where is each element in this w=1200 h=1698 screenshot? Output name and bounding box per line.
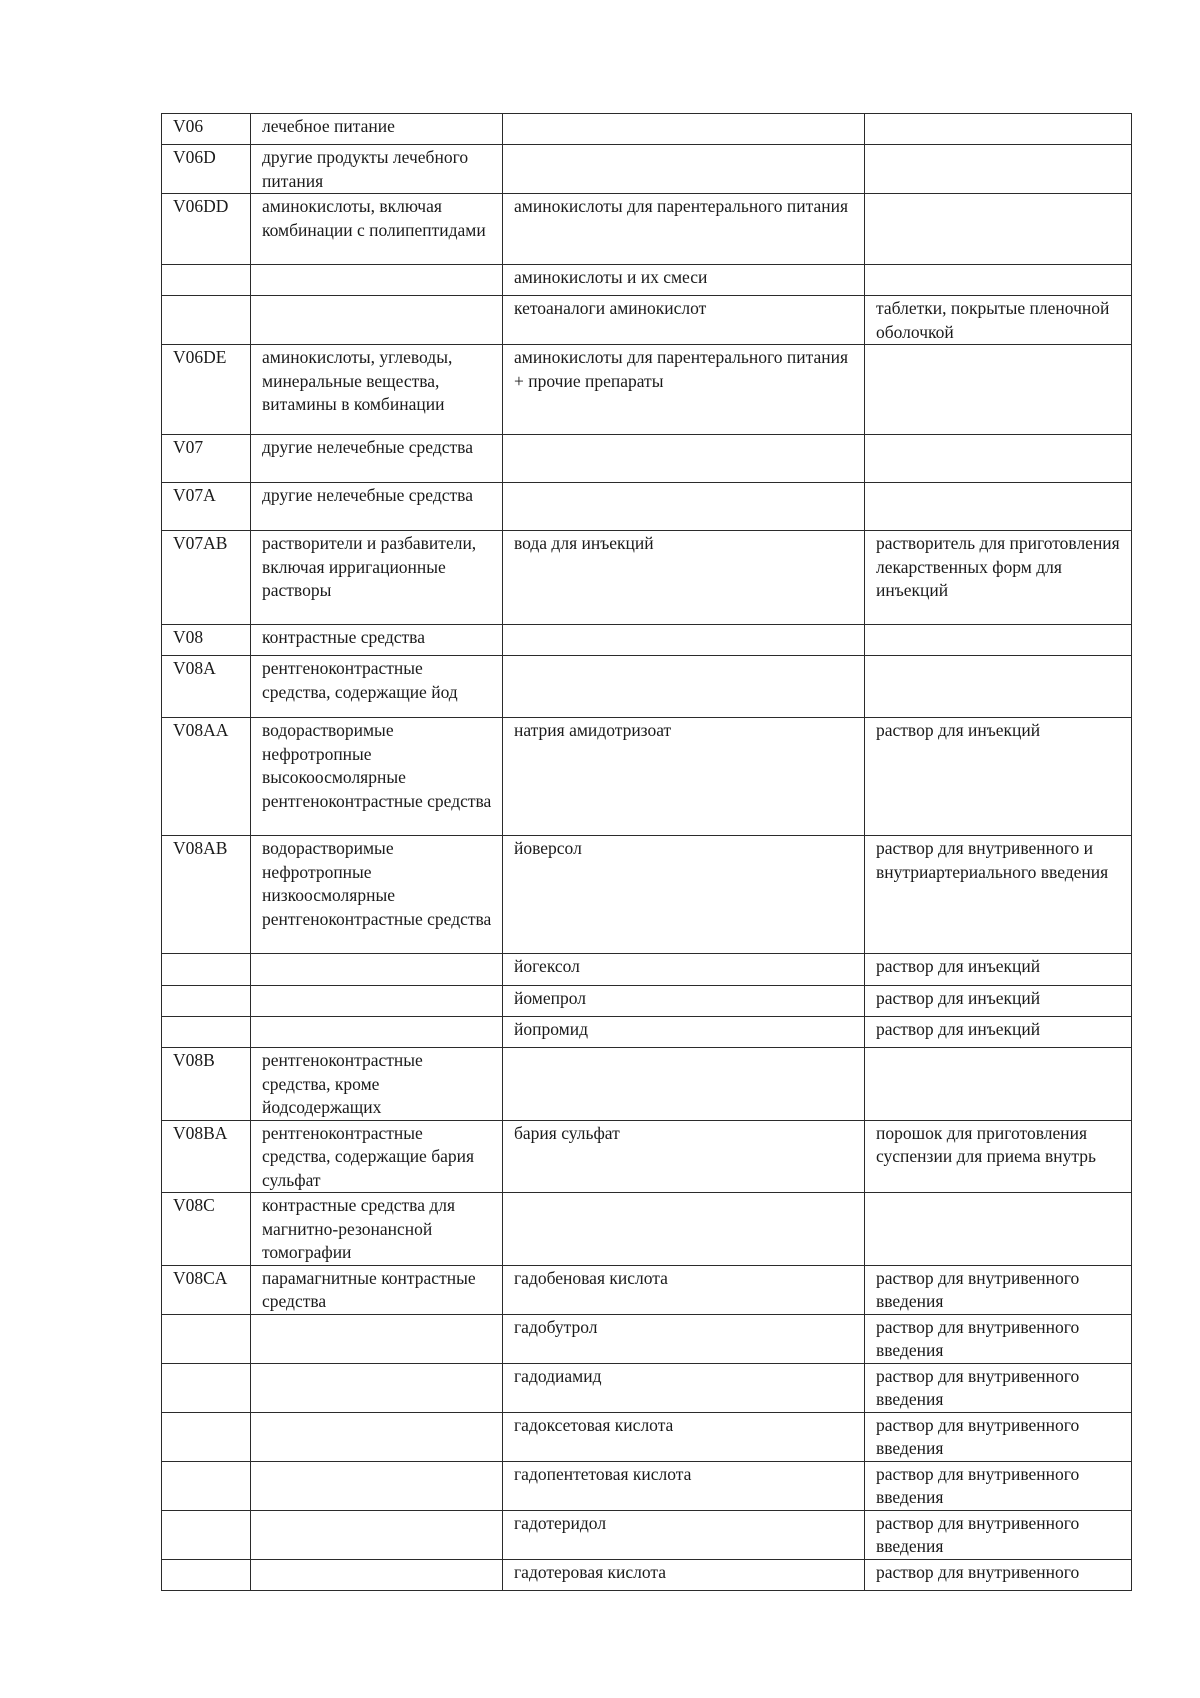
table-row <box>162 1120 1132 1193</box>
group-name: другие продукты лечебного питания <box>251 145 503 194</box>
atc-code: V06DD <box>162 194 251 265</box>
table-row <box>162 1363 1132 1412</box>
dosage-form: таблетки, покрытые пленочной оболочкой <box>865 296 1132 345</box>
table-row <box>162 836 1132 954</box>
table-row <box>162 1314 1132 1363</box>
table-row <box>162 954 1132 986</box>
substance-name: натрия амидотризоат <box>503 718 865 836</box>
dosage-form <box>865 114 1132 145</box>
table-row <box>162 718 1132 836</box>
group-name: рентгеноконтрастные средства, содержащие бария сульфат <box>251 1120 503 1193</box>
substance-name: гадоксетовая кислота <box>503 1412 865 1461</box>
atc-code <box>162 1363 251 1412</box>
dosage-form: раствор для внутривенного введения <box>865 1314 1132 1363</box>
dosage-form <box>865 483 1132 531</box>
group-name: парамагнитные контрастные средства <box>251 1265 503 1314</box>
substance-name: вода для инъекций <box>503 531 865 625</box>
substance-name: йогексол <box>503 954 865 986</box>
substance-name: гадобутрол <box>503 1314 865 1363</box>
atc-code: V08B <box>162 1048 251 1121</box>
atc-code: V06 <box>162 114 251 145</box>
table-row <box>162 145 1132 194</box>
substance-name <box>503 1048 865 1121</box>
table-row <box>162 1461 1132 1510</box>
table-row <box>162 1559 1132 1590</box>
atc-code <box>162 1314 251 1363</box>
substance-name: йомепрол <box>503 986 865 1017</box>
dosage-form <box>865 435 1132 483</box>
group-name: другие нелечебные средства <box>251 435 503 483</box>
dosage-form: раствор для инъекций <box>865 954 1132 986</box>
substance-name: йоверсол <box>503 836 865 954</box>
atc-code: V06DE <box>162 345 251 435</box>
substance-name: кетоаналоги аминокислот <box>503 296 865 345</box>
atc-code <box>162 1559 251 1590</box>
atc-code: V07 <box>162 435 251 483</box>
atc-code: V08 <box>162 625 251 656</box>
dosage-form <box>865 345 1132 435</box>
group-name: другие нелечебные средства <box>251 483 503 531</box>
group-name <box>251 1461 503 1510</box>
dosage-form <box>865 145 1132 194</box>
atc-code <box>162 1017 251 1048</box>
dosage-form: порошок для приготовления суспензии для приема внутрь <box>865 1120 1132 1193</box>
dosage-form <box>865 625 1132 656</box>
group-name <box>251 1314 503 1363</box>
substance-name: гадотеридол <box>503 1510 865 1559</box>
group-name <box>251 1559 503 1590</box>
table-row <box>162 345 1132 435</box>
dosage-form <box>865 1193 1132 1266</box>
atc-code: V07A <box>162 483 251 531</box>
substance-name: гадотеровая кислота <box>503 1559 865 1590</box>
substance-name <box>503 435 865 483</box>
atc-code: V07AB <box>162 531 251 625</box>
dosage-form: раствор для внутривенного введения <box>865 1461 1132 1510</box>
substance-name: аминокислоты для парентерального питания <box>503 194 865 265</box>
group-name: рентгеноконтрастные средства, содержащие йод <box>251 656 503 718</box>
group-name <box>251 1510 503 1559</box>
table-row <box>162 1265 1132 1314</box>
atc-code: V08AA <box>162 718 251 836</box>
group-name: водорастворимые нефротропные высокоосмолярные рентгеноконтрастные средства <box>251 718 503 836</box>
group-name: контрастные средства для магнитно-резонансной томографии <box>251 1193 503 1266</box>
dosage-form <box>865 1048 1132 1121</box>
drug-classification-table <box>161 113 1132 1591</box>
substance-name: йопромид <box>503 1017 865 1048</box>
dosage-form: раствор для инъекций <box>865 1017 1132 1048</box>
dosage-form: раствор для внутривенного <box>865 1559 1132 1590</box>
table-row <box>162 1510 1132 1559</box>
substance-name <box>503 656 865 718</box>
atc-code <box>162 986 251 1017</box>
substance-name: гадобеновая кислота <box>503 1265 865 1314</box>
atc-code: V08BA <box>162 1120 251 1193</box>
dosage-form: растворитель для приготовления лекарственных форм для инъекций <box>865 531 1132 625</box>
table-row <box>162 1193 1132 1266</box>
substance-name: аминокислоты для парентерального питания + прочие препараты <box>503 345 865 435</box>
substance-name <box>503 483 865 531</box>
substance-name <box>503 114 865 145</box>
dosage-form <box>865 265 1132 296</box>
table-row <box>162 986 1132 1017</box>
table-row <box>162 1412 1132 1461</box>
group-name <box>251 954 503 986</box>
table-row <box>162 656 1132 718</box>
atc-code <box>162 296 251 345</box>
atc-code <box>162 954 251 986</box>
dosage-form: раствор для внутривенного введения <box>865 1363 1132 1412</box>
atc-code: V08CA <box>162 1265 251 1314</box>
group-name: аминокислоты, включая комбинации с полипептидами <box>251 194 503 265</box>
substance-name: аминокислоты и их смеси <box>503 265 865 296</box>
table-row <box>162 114 1132 145</box>
atc-code <box>162 1510 251 1559</box>
group-name <box>251 986 503 1017</box>
group-name <box>251 265 503 296</box>
table-row <box>162 1048 1132 1121</box>
substance-name <box>503 625 865 656</box>
atc-code <box>162 1461 251 1510</box>
group-name: аминокислоты, углеводы, минеральные вещества, витамины в комбинации <box>251 345 503 435</box>
dosage-form <box>865 194 1132 265</box>
group-name: растворители и разбавители, включая ирригационные растворы <box>251 531 503 625</box>
table-row <box>162 265 1132 296</box>
table-row <box>162 435 1132 483</box>
atc-code: V08A <box>162 656 251 718</box>
dosage-form: раствор для внутривенного введения <box>865 1510 1132 1559</box>
substance-name: гадопентетовая кислота <box>503 1461 865 1510</box>
dosage-form: раствор для внутривенного введения <box>865 1265 1132 1314</box>
atc-code: V08C <box>162 1193 251 1266</box>
substance-name: бария сульфат <box>503 1120 865 1193</box>
table-row <box>162 625 1132 656</box>
group-name <box>251 1363 503 1412</box>
dosage-form <box>865 656 1132 718</box>
table-row <box>162 194 1132 265</box>
substance-name: гадодиамид <box>503 1363 865 1412</box>
dosage-form: раствор для инъекций <box>865 986 1132 1017</box>
group-name: рентгеноконтрастные средства, кроме йодсодержащих <box>251 1048 503 1121</box>
table-row <box>162 483 1132 531</box>
table-row <box>162 531 1132 625</box>
dosage-form: раствор для внутривенного введения <box>865 1412 1132 1461</box>
dosage-form: раствор для инъекций <box>865 718 1132 836</box>
dosage-form: раствор для внутривенного и внутриартериального введения <box>865 836 1132 954</box>
table-row <box>162 1017 1132 1048</box>
group-name: лечебное питание <box>251 114 503 145</box>
atc-code: V08AB <box>162 836 251 954</box>
group-name <box>251 1412 503 1461</box>
substance-name <box>503 1193 865 1266</box>
atc-code <box>162 1412 251 1461</box>
group-name: водорастворимые нефротропные низкоосмолярные рентгеноконтрастные средства <box>251 836 503 954</box>
group-name <box>251 1017 503 1048</box>
atc-code <box>162 265 251 296</box>
substance-name <box>503 145 865 194</box>
group-name <box>251 296 503 345</box>
group-name: контрастные средства <box>251 625 503 656</box>
atc-code: V06D <box>162 145 251 194</box>
table-row <box>162 296 1132 345</box>
